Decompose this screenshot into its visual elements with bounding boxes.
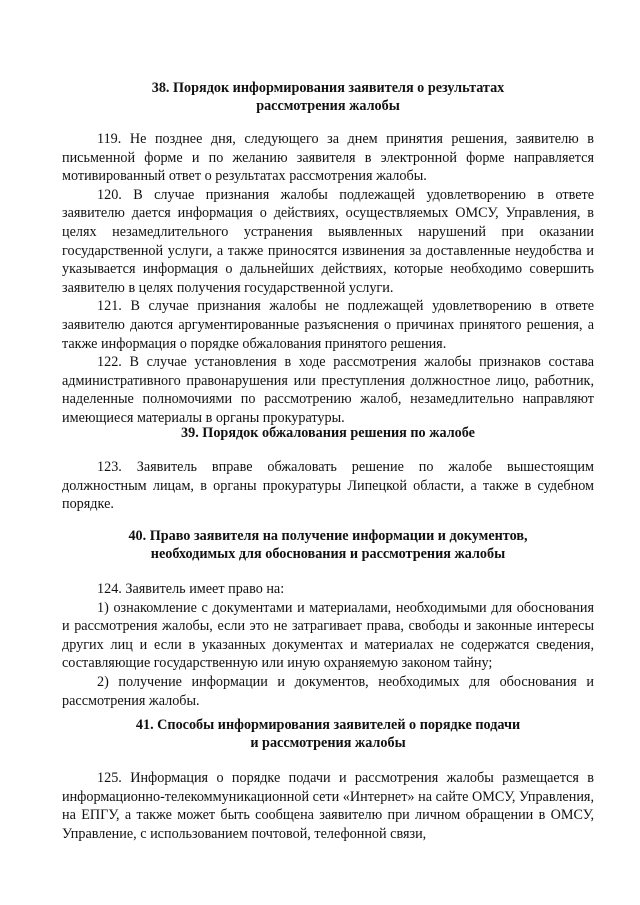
document-page xyxy=(62,0,594,905)
section-40-heading xyxy=(62,527,594,563)
paragraph-119: 119. Не позднее дня, следующего за днем принятия решения, заявителю в письменной форме и по желанию заявителя в электронной форме направляется мотивированный ответ о результатах рассмотрения жалобы. xyxy=(62,131,594,185)
section-41-heading-line2: и рассмотрения жалобы xyxy=(250,735,406,751)
section-39-heading-line1: 39. Порядок обжалования решения по жалобе xyxy=(181,425,475,441)
section-41-heading xyxy=(62,716,594,752)
section-41-heading-line1: 41. Способы информирования заявителей о порядке подачи xyxy=(135,717,521,733)
list-item-2: 2) получение информации и документов, необходимых для обоснования и рассмотрения жалобы. xyxy=(62,673,594,709)
section-38-heading-line2: рассмотрения жалобы xyxy=(256,98,400,114)
section-40-heading-line2: необходимых для обоснования и рассмотрения жалобы xyxy=(150,546,506,562)
section-39-heading xyxy=(62,424,594,442)
section-41-body xyxy=(62,769,594,843)
paragraph-121: 121. В случае признания жалобы не подлежащей удовлетворению в ответе заявителю даются аргументированные разъяснения о причинах принятого решения, а также информация о порядке обжалования принятого решения. xyxy=(62,298,594,352)
paragraph-120: 120. В случае признания жалобы подлежащей удовлетворению в ответе заявителю дается информация о действиях, осуществляемых ОМСУ, Управления, в целях незамедлительного устранения выявленных нарушений при оказании государственной услуги, а также приносятся извинения за доставленные неудобства и указывается информация о дальнейших действиях, которые необходимо совершить заявителю в целях получения государственной услуги. xyxy=(62,186,594,296)
list-item-1: 1) ознакомление с документами и материалами, необходимыми для обоснования и рассмотрения жалобы, если это не затрагивает права, свободы и законные интересы других лиц и если в указанных документах и материалах не содержатся сведения, составляющие государственную или иную охраняемую законом тайну; xyxy=(62,599,594,672)
section-38-body xyxy=(62,130,594,428)
section-39-body xyxy=(62,458,594,514)
paragraph-122: 122. В случае установления в ходе рассмотрения жалобы признаков состава административного правонарушения или преступления должностное лицо, работник, наделенные полномочиями по рассмотрению жалоб, незамедлительно направляют имеющиеся материалы в органы прокуратуры. xyxy=(62,354,594,426)
section-38-heading-line1: 38. Порядок информирования заявителя о результатах xyxy=(151,80,505,96)
section-40-body xyxy=(62,580,594,710)
section-40-heading-line1: 40. Право заявителя на получение информации и документов, xyxy=(128,528,528,544)
paragraph-123: 123. Заявитель вправе обжаловать решение по жалобе вышестоящим должностным лицам, в органы прокуратуры Липецкой области, а также в судебном порядке. xyxy=(62,459,594,513)
section-38-heading xyxy=(62,79,594,115)
paragraph-124: 124. Заявитель имеет право на: xyxy=(97,581,285,597)
paragraph-125: 125. Информация о порядке подачи и рассмотрения жалобы размещается в информационно-телекоммуникационной сети «Интернет» на сайте ОМСУ, Управления, на ЕПГУ, а также может быть сообщена заявителю при личном обращении в ОМСУ, Управление, с использованием почтовой, телефонной связи, xyxy=(62,770,594,842)
